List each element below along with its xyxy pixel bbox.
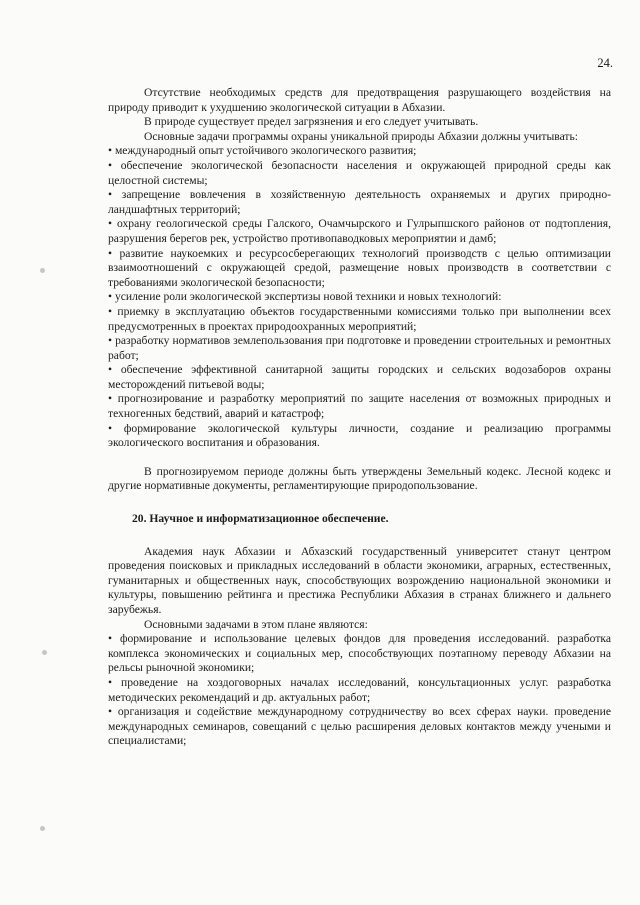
bullet-item: • охрану геологической среды Галского, Очамчырского и Гулрыпшского районов от подтопления, разрушения берегов рек, устройство противопаводковых мероприятии и дамб; (108, 217, 611, 245)
bullet-item: • формирование и использование целевых фондов для проведения исследований. разработка комплекса экономических и социальных мер, способствующих поэтапному переводу Абхазии на рельсы рыночной экономики; (108, 632, 611, 675)
bullet-item: • формирование экологической культуры личности, создание и реализацию программы экологического воспитания и образования. (108, 421, 611, 450)
bullet-item: • международный опыт устойчивого экологического развития; (108, 144, 417, 158)
scan-speck (40, 826, 45, 831)
bullet-item: • обеспечение эффективной санитарной защиты городских и сельских водозаборов охраны месторождений питьевой воды; (108, 363, 611, 391)
bullet-item: • приемку в эксплуатацию объектов государственными комиссиями только при выполнении всех предусмотренных в проектах природоохранных мероприятий; (108, 304, 611, 333)
bullet-item: • разработку нормативов землепользования при подготовке и проведении строительных и ремонтных работ; (108, 334, 611, 362)
paragraph: Академия наук Абхазии и Абхазский государственный университет станут центром проведения поисковых и прикладных исследований в области экономики, аграрных, естественных, гуманитарных и общественных наук, способствующих возрождению национальной экономики и культуры, повышению рейтинга и престижа Республики Абхазия в странах ближнего и дальнего зарубежья. (108, 544, 611, 616)
paragraph: Основные задачи программы охраны уникальной природы Абхазии должны учитывать: (144, 129, 578, 143)
paragraph: Основными задачами в этом плане являются: (144, 617, 368, 631)
bullet-item: • обеспечение экологической безопасности населения и окружающей природной среды как целостной системы; (108, 158, 611, 187)
scan-speck (42, 650, 47, 655)
bullet-item: • проведение на хоздоговорных началах исследований, консультационных услуг. разработка методических рекомендаций и др. актуальных работ; (108, 675, 611, 704)
scan-speck (40, 268, 45, 273)
bullet-item: • усиление роли экологической экспертизы новой техники и новых технологий: (108, 290, 502, 304)
bullet-item: • запрещение вовлечения в хозяйственную деятельность охраняемых и других природно-ландшафтных территорий; (108, 188, 611, 216)
paragraph: Отсутствие необходимых средств для предотвращения разрушающего воздействия на природу приводит к ухудшению экологической ситуации в Абхазии. (108, 86, 611, 114)
paragraph: В прогнозируемом периоде должны быть утверждены Земельный кодекс. Лесной кодекс и другие нормативные документы, регламентирующие природопользование. (108, 464, 611, 493)
page-number: 24. (597, 56, 613, 70)
bullet-item: • организация и содействие международному сотрудничеству во всех сферах науки. проведение международных семинаров, совещаний с целью расширения деловых контактов между учеными и специалистами; (108, 705, 611, 748)
paragraph: В природе существует предел загрязнения и его следует учитывать. (144, 115, 479, 129)
bullet-item: • прогнозирование и разработку мероприятий по защите населения от возможных природных и техногенных бедствий, аварий и катастроф; (108, 392, 611, 421)
document-body (108, 86, 611, 749)
bullet-item: • развитие наукоемких и ресурсосберегающих технологий производств с целью оптимизации взаимоотношений с окружающей средой, размещение новых производств в соответствии с требованиями экологической безопасности; (108, 246, 611, 289)
section-heading: 20. Научное и информатизационное обеспечение. (132, 512, 389, 526)
